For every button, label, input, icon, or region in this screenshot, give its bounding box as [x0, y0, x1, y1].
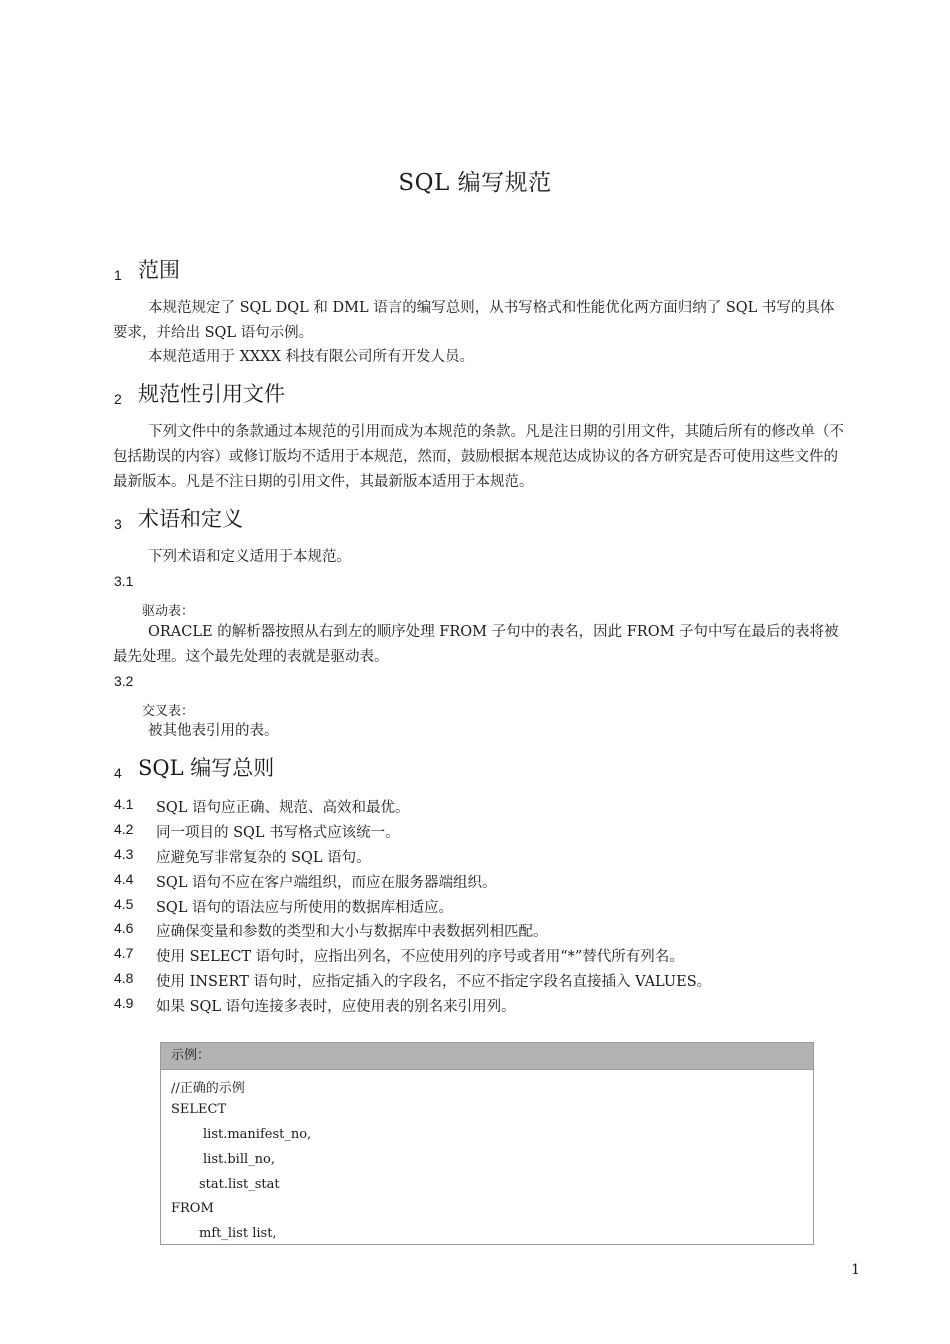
- item-number: 4.2: [114, 821, 134, 837]
- item-number: 4.7: [114, 945, 134, 961]
- list-item: [114, 796, 410, 817]
- code-line: //正确的示例: [171, 1081, 245, 1096]
- page-number: 1: [851, 1262, 860, 1278]
- list-item: [114, 846, 371, 867]
- term-name: 交叉表：: [142, 704, 195, 719]
- section-title: 术语和定义: [138, 507, 243, 531]
- item-text: 使用 INSERT 语句时，应指定插入的字段名，不应不指定字段名直接插入 VALUES。: [156, 974, 712, 990]
- list-item: [114, 945, 684, 966]
- item-number: 4.8: [114, 970, 134, 986]
- term-name: 驱动表：: [142, 604, 195, 619]
- code-line: list.manifest_no,: [203, 1127, 312, 1142]
- item-text: 应避免写非常复杂的 SQL 语句。: [156, 850, 371, 866]
- example-header: 示例：: [161, 1043, 813, 1070]
- section-title: 规范性引用文件: [138, 382, 285, 406]
- section-number: 1: [114, 267, 122, 283]
- list-item: [114, 871, 497, 892]
- list-item: [114, 970, 711, 991]
- item-number: 4.5: [114, 896, 134, 912]
- item-number: 4.1: [114, 796, 134, 812]
- code-line: mft_list list,: [199, 1226, 277, 1241]
- section-heading-4: [114, 752, 274, 782]
- item-text: SQL 语句不应在客户端组织，而应在服务器端组织。: [156, 875, 497, 891]
- item-text: SQL 语句应正确、规范、高效和最优。: [156, 800, 410, 816]
- code-line: FROM: [171, 1201, 214, 1216]
- section-title: SQL 编写总则: [138, 756, 275, 780]
- paragraph: 本规范规定了 SQL DQL 和 DML 语言的编写总则，从书写格式和性能优化两方面归纳了 SQL 书写的具体要求，并给出 SQL 语句示例。: [113, 300, 835, 341]
- item-number: 4.6: [114, 920, 134, 936]
- list-item: [114, 920, 548, 941]
- list-item: [114, 995, 516, 1016]
- list-item: [114, 896, 453, 917]
- term-definition: ORACLE 的解析器按照从右到左的顺序处理 FROM 子句中的表名，因此 FROM 子句中写在最后的表将被最先处理。这个最先处理的表就是驱动表。: [113, 624, 839, 665]
- item-text: SQL 语句的语法应与所使用的数据库相适应。: [156, 900, 454, 916]
- section-heading-2: [114, 378, 285, 408]
- term-number: 3.1: [114, 573, 134, 589]
- paragraph: 下列文件中的条款通过本规范的引用而成为本规范的条款。凡是注日期的引用文件，其随后所有的修改单（不包括勘误的内容）或修订版均不适用于本规范，然而，鼓励根据本规范达成协议的各方研究是否可使用这些文件的最新版本。凡是不注日期的引用文件，其最新版本适用于本规范。: [113, 424, 844, 490]
- term-number: 3.2: [114, 673, 134, 689]
- term-definition: 被其他表引用的表。: [148, 723, 279, 739]
- item-number: 4.4: [114, 871, 134, 887]
- item-number: 4.3: [114, 846, 134, 862]
- page-title: SQL 编写规范: [398, 170, 552, 196]
- item-number: 4.9: [114, 995, 134, 1011]
- item-text: 同一项目的 SQL 书写格式应该统一。: [156, 825, 400, 841]
- section-heading-1: [114, 254, 180, 284]
- code-line: stat.list_stat: [199, 1177, 280, 1192]
- paragraph: 本规范适用于 XXXX 科技有限公司所有开发人员。: [148, 349, 475, 365]
- item-text: 应确保变量和参数的类型和大小与数据库中表数据列相匹配。: [156, 924, 548, 940]
- section-title: 范围: [138, 258, 180, 282]
- code-line: list.bill_no,: [203, 1152, 275, 1167]
- section-heading-3: [114, 503, 243, 533]
- code-line: SELECT: [171, 1102, 227, 1117]
- list-item: [114, 821, 400, 842]
- section-number: 4: [114, 765, 122, 781]
- item-text: 使用 SELECT 语句时，应指出列名，不应使用列的序号或者用“*”替代所有列名。: [156, 949, 684, 965]
- section-number: 3: [114, 516, 122, 532]
- paragraph: 下列术语和定义适用于本规范。: [148, 549, 351, 565]
- section-number: 2: [114, 391, 122, 407]
- example-code-box: [160, 1042, 814, 1245]
- item-text: 如果 SQL 语句连接多表时，应使用表的别名来引用列。: [156, 999, 516, 1015]
